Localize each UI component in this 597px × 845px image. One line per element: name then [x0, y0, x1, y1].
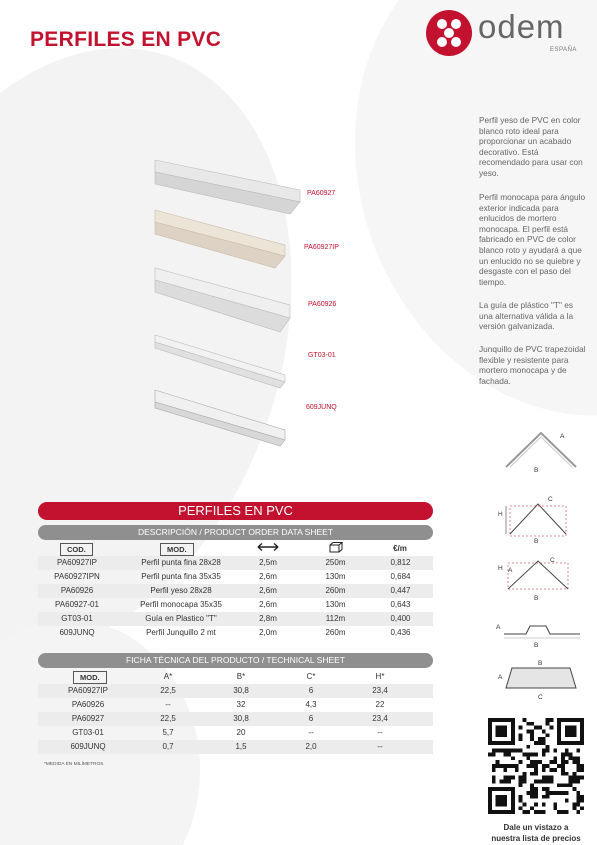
- logo-mark-icon: [426, 10, 472, 56]
- col-mod-header: MOD.: [73, 671, 107, 684]
- cell-h: 23,4: [372, 714, 388, 723]
- description-paragraph: Perfil monocapa para ángulo exterior indicada para enlucidos de mortero monocapa. El perfil está fabricado en PVC de color blanco roto y ayudará a que un enlucido no se quiebre y desgaste con el paso del tiempo.: [479, 192, 586, 287]
- cell-c: 2,0: [305, 742, 317, 751]
- table-row: [38, 684, 433, 698]
- cell-mod: GT03-01: [72, 728, 104, 737]
- cell-len: 2,0m: [259, 628, 277, 637]
- cell-qty: 130m: [325, 572, 346, 581]
- table-row: [38, 726, 433, 740]
- cell-cod: 609JUNQ: [59, 628, 95, 637]
- dim-label-h: H: [498, 511, 503, 518]
- dim-label-a: A: [560, 433, 565, 440]
- cell-cod: PA60927IPN: [54, 572, 100, 581]
- cell-qty: 260m: [325, 628, 346, 637]
- price-list-qr-code[interactable]: [488, 718, 584, 814]
- qr-caption-line1: Dale un vistazo a: [503, 823, 569, 832]
- dim-label-a: A: [508, 567, 513, 574]
- cell-cod: PA60926: [60, 586, 94, 595]
- order-table-header: [38, 542, 433, 556]
- col-h-header: H*: [375, 672, 385, 681]
- diagram-corner-profile: [496, 425, 586, 475]
- dim-label-c: C: [548, 496, 553, 503]
- cell-mod: 609JUNQ: [70, 742, 106, 751]
- cell-mod: Perfil punta fina 28x28: [141, 558, 221, 567]
- table-row: [38, 712, 433, 726]
- cell-mod: Perfil punta fina 35x35: [141, 572, 221, 581]
- description-paragraph: Perfil yeso de PVC en color blanco roto ideal para proporcionar un acabado decorativo. Está recomendado para usar con yeso.: [479, 115, 583, 178]
- cell-c: 4,3: [305, 700, 317, 709]
- tech-sheet-subtitle: FICHA TÉCNICA DEL PRODUCTO / TECHNICAL SHEET: [38, 653, 433, 668]
- profile-pa60927ip-image: [155, 210, 285, 268]
- dim-label-a: A: [498, 674, 503, 681]
- dim-label-b: B: [534, 538, 539, 545]
- cell-qty: 130m: [325, 600, 346, 609]
- brand-logo: [426, 10, 576, 58]
- cell-c: --: [308, 728, 314, 737]
- cell-price: 0,643: [390, 600, 411, 609]
- cell-cod: GT03-01: [61, 614, 93, 623]
- table-row: [38, 584, 433, 598]
- profile-label: GT03-01: [308, 352, 336, 359]
- cell-price: 0,447: [390, 586, 411, 595]
- dim-label-b: B: [534, 642, 539, 649]
- cell-b: 30,8: [233, 714, 249, 723]
- cell-b: 20: [236, 728, 246, 737]
- cell-cod: PA60927-01: [55, 600, 99, 609]
- col-b-header: B*: [236, 672, 246, 681]
- cell-a: 0,7: [162, 742, 174, 751]
- order-table: [38, 542, 433, 640]
- diagram-t-guide: [496, 618, 586, 654]
- cell-price: 0,436: [390, 628, 411, 637]
- table-row: [38, 612, 433, 626]
- cell-mod: Perfil monocapa 35x35: [140, 600, 222, 609]
- cell-h: --: [377, 728, 383, 737]
- cell-qty: 260m: [325, 586, 346, 595]
- dim-label-b: B: [534, 595, 539, 602]
- cell-mod: Guía en Plastico "T": [145, 614, 217, 623]
- cell-a: --: [165, 700, 171, 709]
- cell-len: 2,8m: [259, 614, 277, 623]
- dim-label-b: B: [538, 660, 543, 667]
- table-row: [38, 626, 433, 640]
- col-a-header: A*: [163, 672, 173, 681]
- cell-a: 5,7: [162, 728, 174, 737]
- dim-label-a: A: [496, 624, 501, 631]
- cell-mod: Perfil Junquillo 2 mt: [146, 628, 216, 637]
- table-row: [38, 740, 433, 754]
- diagram-junquillo: [496, 658, 586, 708]
- brand-sub: ESPAÑA: [550, 47, 577, 53]
- col-mod-header: MOD.: [160, 543, 194, 556]
- cell-b: 32: [236, 700, 246, 709]
- cell-h: 22: [375, 700, 385, 709]
- brand-name: odem: [478, 8, 565, 45]
- cell-mod: Perfil yeso 28x28: [150, 586, 212, 595]
- order-sheet-subtitle: DESCRIPCIÓN / PRODUCT ORDER DATA SHEET: [38, 525, 433, 540]
- col-price-header: €/m: [393, 544, 407, 553]
- table-row: [38, 598, 433, 612]
- qr-caption-line2: nuestra lista de precios: [491, 834, 581, 843]
- section-banner: PERFILES EN PVC: [38, 502, 433, 520]
- measurement-note: *MEDIDA EN MILÍMETROS: [44, 762, 104, 767]
- profile-label: 609JUNQ: [306, 404, 337, 411]
- cell-len: 2,5m: [259, 558, 277, 567]
- profile-pa60926-image: [155, 268, 290, 332]
- cell-cod: PA60927IP: [57, 558, 97, 567]
- cell-qty: 250m: [325, 558, 346, 567]
- qr-caption: [480, 822, 592, 844]
- dim-label-c: C: [550, 557, 555, 564]
- profile-label: PA60927: [307, 190, 336, 197]
- page-title: PERFILES EN PVC: [30, 28, 222, 51]
- dim-label-c: C: [538, 694, 543, 701]
- cell-a: 22,5: [160, 686, 176, 695]
- table-row: [38, 698, 433, 712]
- cell-h: 23,4: [372, 686, 388, 695]
- tech-table: [38, 670, 433, 754]
- profile-label: PA60927IP: [304, 244, 339, 251]
- profile-gt0301-image: [155, 335, 285, 388]
- table-row: [38, 556, 433, 570]
- cell-price: 0,400: [390, 614, 411, 623]
- table-row: [38, 570, 433, 584]
- cell-c: 6: [308, 686, 314, 695]
- tech-table-header: [38, 670, 433, 684]
- cell-mod: PA60927: [71, 714, 105, 723]
- col-cod-header: COD.: [60, 543, 93, 556]
- cell-len: 2,6m: [259, 572, 277, 581]
- diagram-monocapa-profile: [496, 555, 586, 607]
- cell-h: --: [377, 742, 383, 751]
- col-c-header: C*: [306, 672, 316, 681]
- profile-609junq-image: [155, 390, 285, 446]
- cell-b: 30,8: [233, 686, 249, 695]
- cell-c: 6: [308, 714, 314, 723]
- cell-qty: 112m: [325, 614, 346, 623]
- cell-a: 22,5: [160, 714, 176, 723]
- cell-mod: PA60926: [71, 700, 105, 709]
- description-paragraph: La guía de plástico "T" es una alternativa válida a la versión galvanizada.: [479, 300, 574, 332]
- cell-len: 2,6m: [259, 600, 277, 609]
- cell-price: 0,684: [390, 572, 411, 581]
- cell-mod: PA60927IP: [68, 686, 108, 695]
- cell-b: 1,5: [235, 742, 247, 751]
- arrows-length-icon: [256, 542, 280, 557]
- profile-label: PA60926: [308, 301, 337, 308]
- cell-price: 0,812: [390, 558, 411, 567]
- dim-label-h: H: [498, 565, 503, 572]
- description-paragraph: Junquillo de PVC trapezoidal flexible y resistente para mortero monocapa y de fachada.: [479, 344, 586, 386]
- profile-pa60927-image: [155, 160, 300, 214]
- profiles-photo: [150, 150, 310, 450]
- cell-len: 2,6m: [259, 586, 277, 595]
- diagram-plaster-profile: [496, 496, 586, 552]
- dim-label-b: B: [534, 467, 539, 474]
